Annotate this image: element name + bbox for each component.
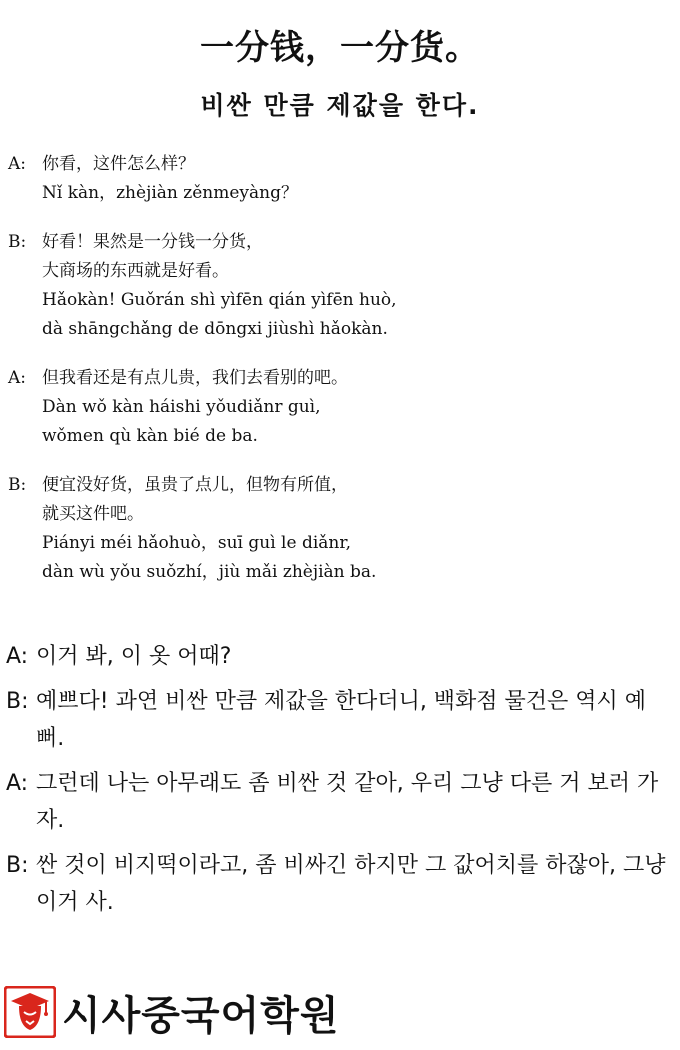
translation-text: 싼 것이 비지떡이라고, 좀 비싸긴 하지만 그 값어치를 하잖아, 그냥 이거 사. <box>36 853 666 915</box>
translation-text: 예쁘다! 과연 비싼 만큼 제값을 한다더니, 백화점 물건은 역시 예뻐. <box>36 689 647 751</box>
translation-turn <box>6 638 670 675</box>
speaker-label: B: <box>8 475 27 495</box>
page-title: 一分钱，一分货。 <box>200 28 480 68</box>
dialog-lines <box>42 471 376 587</box>
speaker-label: A: <box>6 644 29 669</box>
speaker-label: A: <box>6 771 29 796</box>
chinese-dialog <box>8 150 668 607</box>
translation-turn <box>6 683 670 757</box>
dialog-line: 好看！果然是一分钱一分货， <box>42 232 263 252</box>
dialog-line: 你看，这件怎么样？ <box>42 154 195 174</box>
dialog-turn <box>8 364 668 451</box>
speaker-label: B: <box>6 853 29 878</box>
dialog-turn <box>8 150 668 208</box>
korean-translation <box>6 638 670 929</box>
dialog-line: wǒmen qù kàn bié de ba. <box>42 426 258 446</box>
dialog-line: dà shāngchǎng de dōngxi jiùshì hǎokàn. <box>42 319 388 339</box>
dialog-lines <box>42 150 298 208</box>
dialog-line: Dàn wǒ kàn háishi yǒudiǎnr guì, <box>42 397 321 417</box>
speaker-label: A: <box>8 154 27 174</box>
dialog-line: 但我看还是有点儿贵，我们去看别的吧。 <box>42 368 348 388</box>
logo-text: 시사중국어학원 <box>62 992 340 1039</box>
brand-logo <box>4 984 339 1040</box>
dialog-line: dàn wù yǒu suǒzhí，jiù mǎi zhèjiàn ba. <box>42 562 377 582</box>
dialog-line: 就买这件吧。 <box>42 504 144 524</box>
dialog-line: Hǎokàn! Guǒrán shì yìfēn qián yìfēn huò, <box>42 290 397 310</box>
speaker-label: B: <box>6 689 29 714</box>
dialog-line: Piányi méi hǎohuò，suī guì le diǎnr, <box>42 533 352 553</box>
speaker-label: B: <box>8 232 27 252</box>
dialog-turn <box>8 471 668 587</box>
translation-text: 이거 봐, 이 옷 어때? <box>36 644 232 669</box>
dialog-line: 大商场的东西就是好看。 <box>42 261 229 281</box>
translation-turn <box>6 765 670 839</box>
translation-text: 그런데 나는 아무래도 좀 비싼 것 같아, 우리 그냥 다른 거 보러 가자. <box>36 771 659 833</box>
graduate-emblem-icon <box>4 986 56 1038</box>
dialog-lines <box>42 364 348 451</box>
translation-turn <box>6 847 670 921</box>
dialog-lines <box>42 228 397 344</box>
page-subtitle: 비싼 만큼 제값을 한다. <box>200 91 480 120</box>
dialog-line: Nǐ kàn，zhèjiàn zěnmeyàng？ <box>42 183 298 203</box>
speaker-label: A: <box>8 368 27 388</box>
dialog-turn <box>8 228 668 344</box>
dialog-line: 便宜没好货，虽贵了点儿，但物有所值， <box>42 475 348 495</box>
